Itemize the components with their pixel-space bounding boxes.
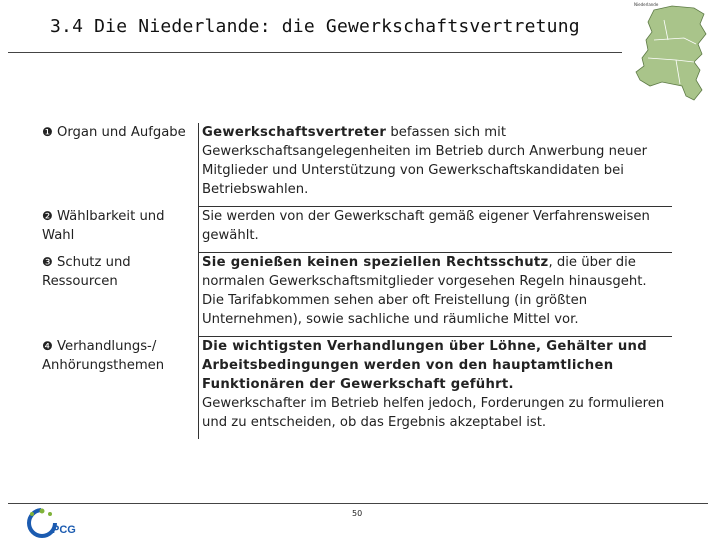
row-description [199,207,673,253]
logo-text: PCG [52,524,76,536]
row-bold-lead: Die wichtigsten Verhandlungen über Löhne, Gehälter und Arbeitsbedingungen werden von den hauptamtlichen Funktionären der Gewerkschaft geführt. [202,339,647,392]
row-label-text: Organ und Aufgabe [56,125,186,140]
table-row [42,123,672,207]
row-label-text: Schutz und Ressourcen [42,254,131,289]
row-text: Gewerkschafter im Betrieb helfen jedoch, Forderungen zu formulieren und zu entscheiden, ob das Ergebnis akzeptabel ist. [202,396,665,430]
row-text: , die über die normalen Gewerkschaftsmitglieder vorgesehen Regeln hinausgeht. Die Tarifabkommen sehen aber oft Freistellung (in größten Unternehmen), sowie sachliche und räumliche Mittel vor. [202,255,647,327]
footer-divider [8,503,708,504]
map-caption: Niederlande [634,2,659,7]
number-two-icon: ❷ [42,208,53,223]
netherlands-map [624,0,720,112]
logo-dot [48,512,52,516]
row-text: befassen sich mit Gewerkschaftsangelegenheiten im Betrieb durch Anwerbung neuer Mitglieder und Unterstützung von Gewerkschaftskandidaten bei Betriebswahlen. [202,125,647,197]
number-three-icon: ❸ [42,254,53,269]
row-bold-lead: Gewerkschaftsvertreter [202,125,387,140]
row-description [199,123,673,207]
table-row [42,253,672,337]
row-label [42,337,199,440]
netherlands-shape [636,6,706,100]
content-table [42,123,672,439]
page-title: 3.4 Die Niederlande: die Gewerkschaftsvertretung [50,16,580,37]
row-description [199,253,673,337]
table-row [42,337,672,440]
row-label-text: Verhandlungs-/ Anhörungsthemen [42,338,165,373]
number-four-icon: ❹ [42,338,53,353]
logo-dot [30,512,34,516]
row-bold-lead: Sie genießen keinen speziellen Rechtsschutz [202,255,549,270]
logo-dot [40,509,45,514]
title-divider [8,52,622,53]
number-one-icon: ❶ [42,125,53,139]
row-text: Sie werden von der Gewerkschaft gemäß eigener Verfahrensweisen gewählt. [202,209,650,243]
row-label [42,253,199,337]
table-row [42,207,672,253]
row-label [42,123,199,207]
row-description [199,337,673,440]
page-number: 50 [352,509,363,518]
row-label [42,207,199,253]
row-label-text: Wählbarkeit und Wahl [42,208,165,243]
